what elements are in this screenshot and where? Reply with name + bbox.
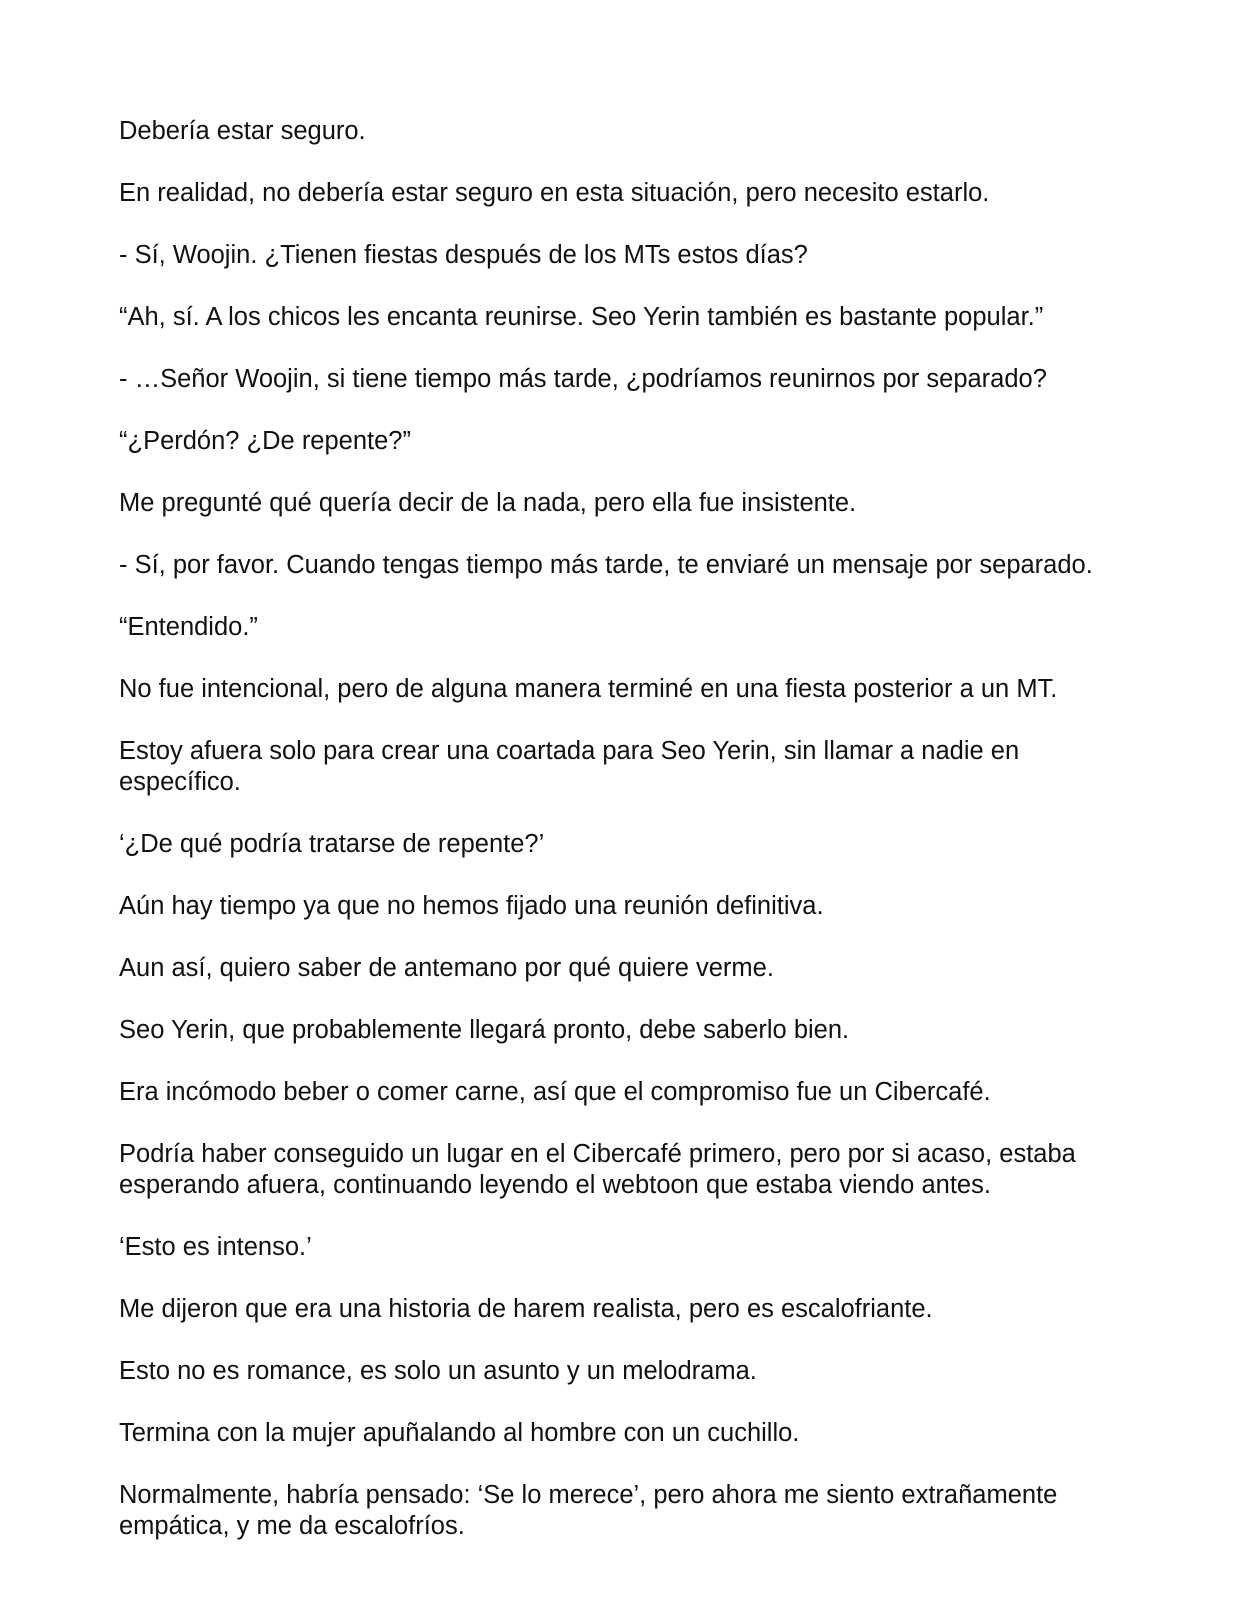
paragraph-11: Estoy afuera solo para crear una coartada para Seo Yerin, sin llamar a nadie en específico. [119,737,1020,796]
paragraph-16: Era incómodo beber o comer carne, así que el compromiso fue un Cibercafé. [119,1078,991,1106]
paragraph-8: - Sí, por favor. Cuando tengas tiempo más tarde, te enviaré un mensaje por separado. [119,551,1093,579]
paragraph-14: Aun así, quiero saber de antemano por qué quiere verme. [119,954,774,982]
paragraph-5: - …Señor Woojin, si tiene tiempo más tarde, ¿podríamos reunirnos por separado? [119,365,1047,393]
paragraph-7: Me pregunté qué quería decir de la nada, pero ella fue insistente. [119,489,857,517]
paragraph-18: ‘Esto es intenso.’ [119,1233,312,1261]
paragraph-6: “¿Perdón? ¿De repente?” [119,427,411,455]
paragraph-19: Me dijeron que era una historia de harem realista, pero es escalofriante. [119,1295,933,1323]
paragraph-4: “Ah, sí. A los chicos les encanta reunirse. Seo Yerin también es bastante popular.” [119,303,1044,331]
paragraph-13: Aún hay tiempo ya que no hemos fijado una reunión definitiva. [119,892,824,920]
document-body [119,116,1129,1573]
paragraph-3: - Sí, Woojin. ¿Tienen fiestas después de los MTs estos días? [119,241,808,269]
paragraph-2: En realidad, no debería estar seguro en esta situación, pero necesito estarlo. [119,179,990,207]
paragraph-1: Debería estar seguro. [119,117,366,145]
paragraph-10: No fue intencional, pero de alguna manera terminé en una fiesta posterior a un MT. [119,675,1058,703]
paragraph-20: Esto no es romance, es solo un asunto y un melodrama. [119,1357,757,1385]
paragraph-22: Normalmente, habría pensado: ‘Se lo merece’, pero ahora me siento extrañamente empática, y me da escalofríos. [119,1481,1058,1540]
paragraph-12: ‘¿De qué podría tratarse de repente?’ [119,830,545,858]
paragraph-9: “Entendido.” [119,613,258,641]
paragraph-15: Seo Yerin, que probablemente llegará pronto, debe saberlo bien. [119,1016,850,1044]
paragraph-17: Podría haber conseguido un lugar en el Cibercafé primero, pero por si acaso, estaba esperando afuera, continuando leyendo el webtoon que estaba viendo antes. [119,1140,1076,1199]
paragraph-21: Termina con la mujer apuñalando al hombre con un cuchillo. [119,1419,800,1447]
